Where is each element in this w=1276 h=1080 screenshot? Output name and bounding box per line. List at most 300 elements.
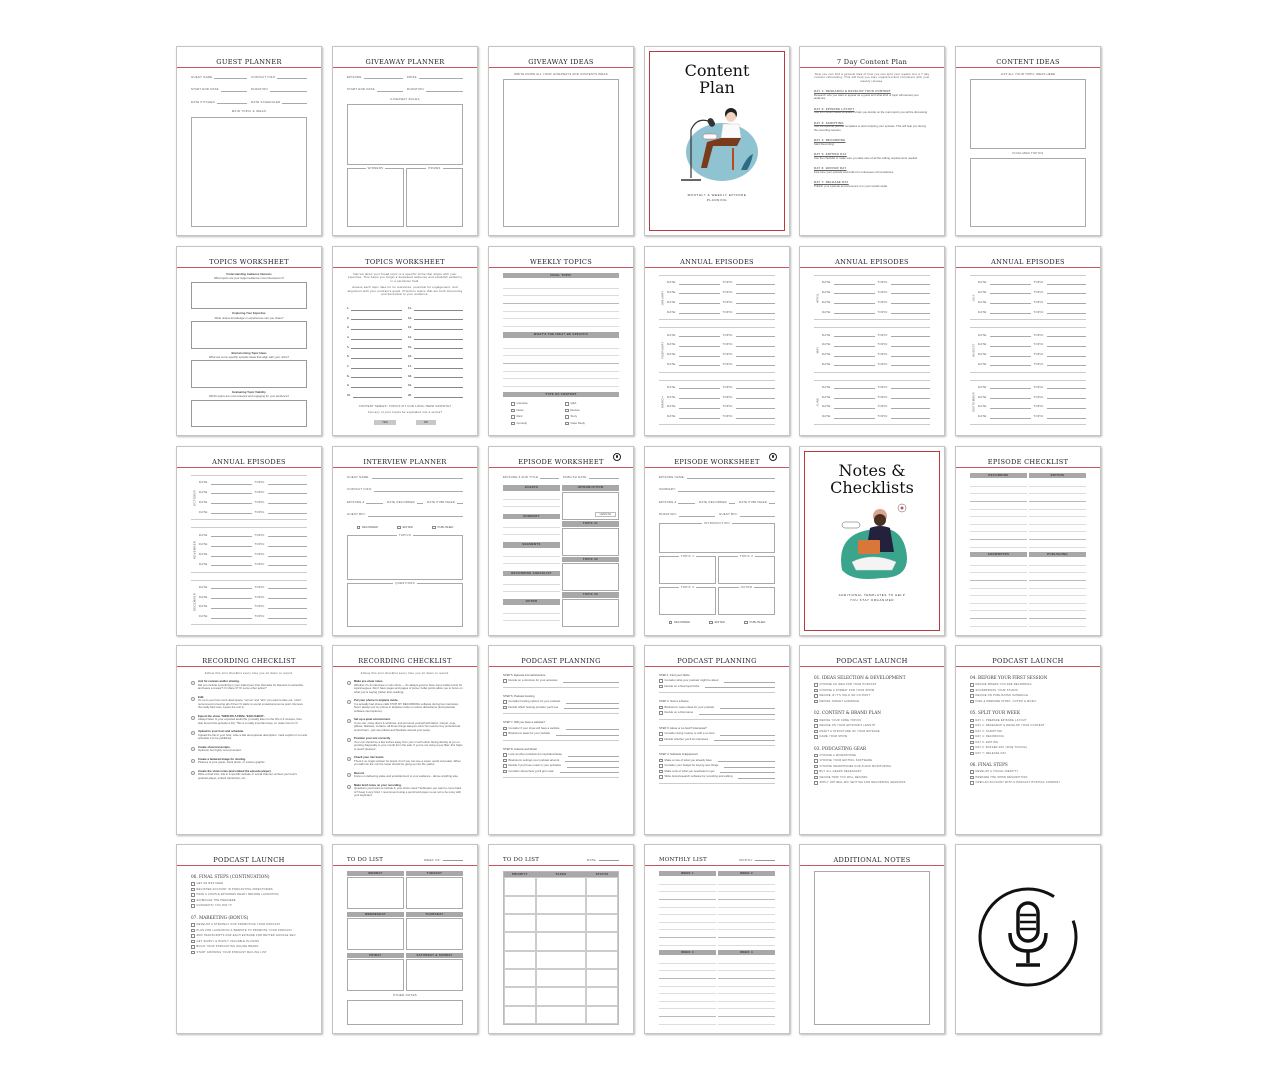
checkbox-item[interactable] (565, 415, 611, 419)
field-line[interactable] (211, 554, 252, 557)
field-date-recorded[interactable] (699, 501, 735, 504)
field-topic[interactable] (723, 311, 776, 314)
table-cell[interactable] (536, 969, 587, 987)
ruled-lines[interactable] (503, 341, 619, 389)
write-box[interactable] (347, 959, 404, 990)
field-topic[interactable] (1034, 281, 1087, 284)
page-recording-checklist[interactable] (176, 645, 322, 835)
checkbox[interactable] (669, 621, 673, 625)
table-cell[interactable] (586, 896, 618, 914)
field-line[interactable] (990, 386, 1031, 389)
page-annual-episodes[interactable] (176, 446, 322, 636)
answer-no-button[interactable]: NO (416, 420, 436, 425)
ruled-lines[interactable] (970, 479, 1027, 548)
field-line[interactable] (457, 501, 463, 504)
field-line[interactable] (211, 534, 252, 537)
field-line[interactable] (679, 406, 720, 409)
field-line[interactable] (834, 282, 875, 285)
field-line[interactable] (679, 396, 720, 399)
field-line[interactable] (834, 416, 875, 419)
field-line[interactable] (679, 301, 720, 304)
checkbox[interactable] (191, 893, 195, 897)
field-line[interactable] (1047, 416, 1086, 419)
field-line[interactable] (1047, 344, 1086, 347)
field-line[interactable] (268, 586, 307, 589)
write-line[interactable] (699, 712, 775, 715)
field-line[interactable] (990, 354, 1031, 357)
numbered-line[interactable] (347, 304, 402, 311)
field-topic[interactable] (878, 363, 931, 366)
checkbox[interactable] (970, 770, 974, 774)
field-topic[interactable] (878, 291, 931, 294)
field-line[interactable] (268, 482, 307, 485)
field-date[interactable] (978, 343, 1031, 346)
checkbox[interactable] (659, 770, 663, 774)
answer-yes-button[interactable]: YES (374, 420, 396, 425)
field-date[interactable] (978, 415, 1031, 418)
field-topic[interactable] (723, 343, 776, 346)
page-topics-worksheet[interactable] (332, 246, 478, 436)
field-guest-name[interactable] (191, 76, 247, 79)
page-additional-notes[interactable] (799, 844, 945, 1034)
field-date[interactable] (667, 291, 720, 294)
field-line[interactable] (834, 344, 875, 347)
field-topic[interactable] (1034, 343, 1087, 346)
page-7-day-content-plan[interactable] (799, 46, 945, 236)
field-line[interactable] (211, 482, 252, 485)
write-line[interactable] (566, 727, 620, 730)
field-date[interactable] (199, 481, 252, 484)
field-line[interactable] (1047, 406, 1086, 409)
field-line[interactable] (736, 386, 775, 389)
circle-checkbox[interactable] (191, 697, 195, 701)
field-topic[interactable] (255, 553, 308, 556)
page-recording-checklist[interactable] (332, 645, 478, 835)
field-date[interactable] (978, 291, 1031, 294)
field-date[interactable] (667, 405, 720, 408)
field-line[interactable] (679, 334, 720, 337)
table-cell[interactable] (536, 1006, 587, 1024)
checkbox[interactable] (970, 752, 974, 756)
field-line[interactable] (1047, 363, 1086, 366)
table-cell[interactable] (536, 932, 587, 950)
field-line[interactable] (736, 334, 775, 337)
field-contact-info[interactable] (251, 76, 307, 79)
field-episode-and-title[interactable] (503, 476, 559, 479)
table-cell[interactable] (504, 1006, 536, 1024)
field-date-published[interactable] (427, 501, 463, 504)
write-box[interactable] (659, 584, 716, 615)
checkbox[interactable] (397, 526, 401, 530)
field-line[interactable] (769, 501, 775, 504)
field-topic[interactable] (1034, 396, 1087, 399)
checkbox[interactable] (970, 719, 974, 723)
checkbox-item[interactable] (659, 679, 775, 683)
write-box[interactable] (562, 492, 619, 520)
field-line[interactable] (834, 311, 875, 314)
page-podcast-launch[interactable] (955, 645, 1101, 835)
field-date[interactable] (199, 534, 252, 537)
numbered-line[interactable] (347, 391, 402, 398)
write-line[interactable] (705, 685, 775, 688)
field-line[interactable] (589, 476, 619, 479)
write-box[interactable] (347, 580, 463, 627)
field-date[interactable] (199, 511, 252, 514)
checkbox[interactable] (814, 776, 818, 780)
write-line[interactable] (720, 733, 775, 736)
page-monthly-list[interactable] (644, 844, 790, 1034)
write-line[interactable] (556, 733, 619, 736)
page-podcast-planning[interactable] (644, 645, 790, 835)
field-line[interactable] (268, 491, 307, 494)
ruled-lines[interactable] (718, 877, 775, 946)
field-line[interactable] (891, 363, 930, 366)
write-line[interactable] (724, 765, 775, 768)
field-line[interactable] (891, 334, 930, 337)
field-line[interactable] (679, 291, 720, 294)
field-line[interactable] (1047, 282, 1086, 285)
field-line[interactable] (736, 291, 775, 294)
ruled-lines[interactable] (1029, 479, 1086, 548)
field-line[interactable] (426, 89, 463, 92)
checkbox[interactable] (511, 402, 515, 406)
field-line[interactable] (282, 101, 307, 104)
field-topic[interactable] (723, 386, 776, 389)
checkbox[interactable] (814, 719, 818, 723)
write-line[interactable] (351, 375, 402, 378)
field-date[interactable] (667, 386, 720, 389)
ruled-lines[interactable] (503, 577, 560, 598)
field-date[interactable] (199, 596, 252, 599)
numbered-line[interactable] (347, 323, 402, 330)
field-topic[interactable] (255, 586, 308, 589)
checkbox[interactable] (814, 700, 818, 704)
checkbox[interactable] (503, 706, 507, 710)
table-cell[interactable] (536, 987, 587, 1005)
table-cell[interactable] (586, 951, 618, 969)
numbered-line[interactable] (408, 391, 463, 398)
field-topic[interactable] (878, 281, 931, 284)
checkbox[interactable] (191, 945, 195, 949)
field-topic[interactable] (723, 363, 776, 366)
field-line[interactable] (268, 511, 307, 514)
header-field[interactable]: MONTH: (739, 855, 775, 865)
checkbox[interactable] (970, 746, 974, 750)
checkbox[interactable] (503, 753, 507, 757)
page-episode-worksheet[interactable] (488, 446, 634, 636)
page-to-do-list[interactable] (488, 844, 634, 1034)
write-box[interactable] (562, 563, 619, 591)
checkbox-item[interactable] (191, 950, 307, 956)
field-line[interactable] (277, 76, 307, 79)
field-date-scheduled[interactable] (251, 101, 307, 104)
field-line[interactable] (419, 76, 463, 79)
field-line[interactable] (1047, 396, 1086, 399)
field-line[interactable] (834, 386, 875, 389)
field-topic[interactable] (723, 291, 776, 294)
checkbox[interactable] (511, 415, 515, 419)
field-topic[interactable] (878, 405, 931, 408)
write-box[interactable] (814, 871, 930, 1025)
write-line[interactable] (738, 776, 775, 779)
write-box[interactable] (191, 282, 307, 309)
checkbox-item[interactable] (744, 621, 765, 625)
write-line[interactable] (351, 308, 402, 311)
field-line[interactable] (679, 514, 715, 517)
checkbox-item[interactable] (503, 679, 619, 683)
write-line[interactable] (414, 385, 463, 388)
write-box[interactable] (718, 584, 775, 615)
checkbox-item[interactable] (659, 738, 775, 742)
write-box[interactable] (659, 553, 716, 584)
write-box[interactable] (562, 599, 619, 627)
checkbox-item[interactable] (511, 415, 557, 419)
write-line[interactable] (565, 759, 619, 762)
field-topic[interactable] (723, 396, 776, 399)
numbered-line[interactable] (347, 314, 402, 321)
field-line[interactable] (736, 311, 775, 314)
field-line[interactable] (374, 489, 463, 492)
field-line[interactable] (891, 406, 930, 409)
field-duration[interactable] (659, 513, 715, 516)
field-episode[interactable] (347, 76, 403, 79)
field-topic[interactable] (255, 491, 308, 494)
field-date[interactable] (667, 343, 720, 346)
field-line[interactable] (268, 563, 307, 566)
write-line[interactable] (414, 327, 463, 330)
write-line[interactable] (567, 765, 619, 768)
checkbox[interactable] (191, 888, 195, 892)
checkbox[interactable] (659, 711, 663, 715)
checkbox-item[interactable] (565, 422, 611, 426)
field-line[interactable] (990, 416, 1031, 419)
write-line[interactable] (414, 375, 463, 378)
table-cell[interactable] (586, 1006, 618, 1024)
field-topic[interactable] (1034, 334, 1087, 337)
field-topic[interactable] (255, 596, 308, 599)
checkbox[interactable] (503, 700, 507, 704)
checkbox[interactable] (511, 422, 515, 426)
checkbox[interactable] (970, 700, 974, 704)
field-topic[interactable] (255, 534, 308, 537)
page-topics-worksheet[interactable] (176, 246, 322, 436)
field-line[interactable] (214, 76, 247, 79)
table-cell[interactable] (504, 877, 536, 895)
checkbox[interactable] (191, 929, 195, 933)
field-line[interactable] (736, 396, 775, 399)
checkbox[interactable] (511, 409, 515, 413)
checkbox[interactable] (503, 759, 507, 763)
page-giveaway-planner[interactable] (332, 46, 478, 236)
field-line[interactable] (736, 354, 775, 357)
field-guest-name[interactable] (347, 476, 463, 479)
circle-checkbox[interactable] (347, 757, 351, 761)
field-line[interactable] (736, 416, 775, 419)
field-date[interactable] (199, 586, 252, 589)
page-cover[interactable] (799, 446, 945, 636)
field-line[interactable] (834, 406, 875, 409)
field-date[interactable] (978, 281, 1031, 284)
field-date[interactable] (822, 405, 875, 408)
checkbox[interactable] (432, 526, 436, 530)
field-date[interactable] (978, 353, 1031, 356)
field-line[interactable] (211, 501, 252, 504)
checkbox-item[interactable] (970, 699, 1086, 705)
write-box[interactable] (347, 877, 404, 908)
field-line[interactable] (679, 354, 720, 357)
field-line[interactable] (211, 544, 252, 547)
checkbox[interactable] (814, 683, 818, 687)
checkbox[interactable] (659, 764, 663, 768)
write-box[interactable] (970, 158, 1086, 227)
write-box[interactable] (191, 400, 307, 427)
write-box[interactable] (503, 79, 619, 227)
field-line[interactable] (1047, 386, 1086, 389)
numbered-line[interactable] (408, 323, 463, 330)
ruled-lines[interactable] (659, 956, 716, 1025)
page-podcast-planning[interactable] (488, 645, 634, 835)
table-cell[interactable] (504, 987, 536, 1005)
field-date[interactable] (822, 301, 875, 304)
checkbox[interactable] (814, 770, 818, 774)
checkbox[interactable] (191, 882, 195, 886)
checkbox-item[interactable] (503, 727, 619, 731)
field-topic[interactable] (878, 353, 931, 356)
page-podcast-launch[interactable] (799, 645, 945, 835)
field-episode[interactable] (347, 501, 383, 504)
write-line[interactable] (414, 346, 463, 349)
write-box[interactable] (347, 168, 404, 227)
field-date[interactable] (667, 301, 720, 304)
write-line[interactable] (724, 680, 775, 683)
circle-checkbox[interactable] (191, 681, 195, 685)
field-date[interactable] (978, 363, 1031, 366)
write-line[interactable] (718, 759, 775, 762)
ruled-lines[interactable] (503, 492, 560, 513)
checkbox-item[interactable] (814, 734, 930, 740)
field-line[interactable] (1047, 311, 1086, 314)
numbered-line[interactable] (347, 381, 402, 388)
numbered-line[interactable] (408, 304, 463, 311)
checkbox-item[interactable] (659, 770, 775, 774)
field-topic[interactable] (1034, 311, 1087, 314)
field-line[interactable] (268, 616, 307, 619)
field-date[interactable] (199, 543, 252, 546)
field-topic[interactable] (1034, 353, 1087, 356)
checkbox[interactable] (503, 727, 507, 731)
field-line[interactable] (891, 354, 930, 357)
field-topic[interactable] (723, 353, 776, 356)
checkbox[interactable] (814, 694, 818, 698)
write-line[interactable] (414, 308, 463, 311)
numbered-line[interactable] (408, 314, 463, 321)
write-line[interactable] (351, 327, 402, 330)
write-box[interactable] (347, 918, 404, 949)
field-line[interactable] (990, 291, 1031, 294)
checkbox[interactable] (659, 759, 663, 763)
page-annual-episodes[interactable] (955, 246, 1101, 436)
write-box[interactable] (406, 877, 463, 908)
field-date[interactable] (822, 343, 875, 346)
field-line[interactable] (834, 354, 875, 357)
checkbox-item[interactable] (814, 780, 930, 786)
checkbox[interactable] (814, 765, 818, 769)
field-line[interactable] (736, 406, 775, 409)
checkbox[interactable] (970, 735, 974, 739)
field-topic[interactable] (255, 543, 308, 546)
checkbox-item[interactable] (503, 764, 619, 768)
write-line[interactable] (351, 337, 402, 340)
field-start-end-date[interactable] (191, 88, 247, 91)
circle-checkbox[interactable] (347, 719, 351, 723)
field-date[interactable] (199, 563, 252, 566)
field-line[interactable] (211, 586, 252, 589)
page-annual-episodes[interactable] (799, 246, 945, 436)
header-field[interactable]: WEEK OF: (424, 855, 463, 865)
numbered-line[interactable] (347, 352, 402, 359)
field-date[interactable] (978, 311, 1031, 314)
field-date[interactable] (822, 396, 875, 399)
field-date[interactable] (199, 501, 252, 504)
field-line[interactable] (990, 282, 1031, 285)
field-line[interactable] (678, 501, 695, 504)
field-line[interactable] (834, 363, 875, 366)
checkbox[interactable] (970, 694, 974, 698)
field-topic[interactable] (255, 501, 308, 504)
checkbox[interactable] (565, 409, 569, 413)
checkbox[interactable] (814, 730, 818, 734)
field-line[interactable] (990, 406, 1031, 409)
field-line[interactable] (740, 514, 775, 517)
ruled-lines[interactable] (659, 877, 716, 946)
write-box[interactable] (191, 360, 307, 387)
field-duration[interactable] (407, 88, 463, 91)
checkbox-item[interactable] (503, 770, 619, 774)
field-line[interactable] (990, 396, 1031, 399)
field-topic[interactable] (878, 386, 931, 389)
page-episode-checklist[interactable] (955, 446, 1101, 636)
write-box[interactable] (406, 918, 463, 949)
checkbox[interactable] (565, 402, 569, 406)
page-episode-worksheet[interactable] (644, 446, 790, 636)
write-line[interactable] (351, 385, 402, 388)
checkbox-item[interactable] (565, 409, 611, 413)
field-date[interactable] (667, 334, 720, 337)
write-line[interactable] (564, 706, 619, 709)
circle-checkbox[interactable] (347, 700, 351, 704)
page-mic[interactable] (955, 844, 1101, 1034)
field-line[interactable] (372, 476, 463, 479)
field-date[interactable] (822, 334, 875, 337)
header-field[interactable]: DATE: (587, 855, 619, 865)
write-line[interactable] (720, 770, 775, 773)
circle-checkbox[interactable] (347, 681, 351, 685)
table-cell[interactable] (586, 877, 618, 895)
checkbox[interactable] (191, 934, 195, 938)
write-line[interactable] (560, 770, 619, 773)
field-start-end-date[interactable] (347, 88, 403, 91)
checkbox-item[interactable] (503, 753, 619, 757)
field-topic[interactable] (1034, 415, 1087, 418)
field-line[interactable] (736, 301, 775, 304)
field-line[interactable] (679, 282, 720, 285)
write-line[interactable] (414, 317, 463, 320)
checkbox[interactable] (503, 764, 507, 768)
checkbox[interactable] (503, 732, 507, 736)
field-date[interactable] (822, 386, 875, 389)
field-line[interactable] (211, 596, 252, 599)
field-date[interactable] (667, 396, 720, 399)
